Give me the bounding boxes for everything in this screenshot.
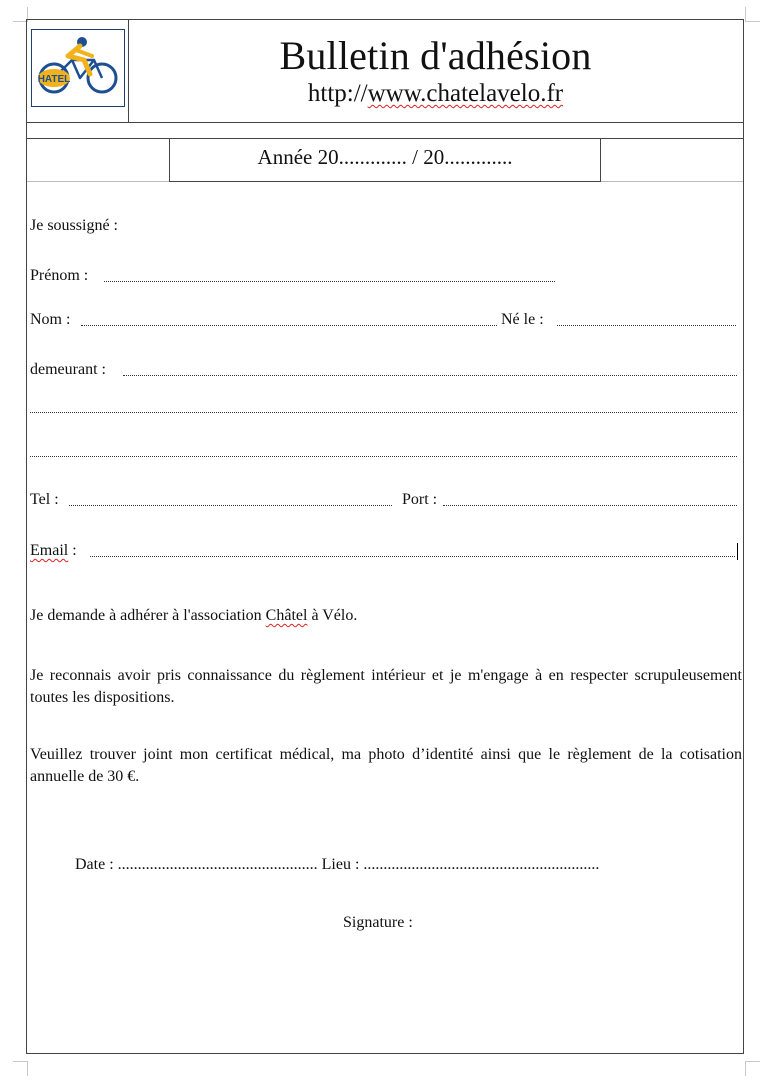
website-url[interactable] — [128, 80, 743, 108]
header-table — [27, 20, 743, 123]
url-domain: www.chatelavelo.fr — [367, 80, 564, 107]
address-field-line-1[interactable] — [123, 375, 737, 376]
port-field[interactable] — [443, 505, 737, 506]
cyclist-logo-icon — [32, 30, 124, 106]
page-corner-mark — [13, 1061, 28, 1076]
p1-before: Je demande à adhérer à l'association — [30, 607, 266, 624]
email-field[interactable] — [90, 556, 735, 557]
p1-association-name: Châtel — [265, 607, 308, 624]
p1-after: à Vélo. — [307, 607, 358, 624]
membership-request-paragraph — [30, 605, 742, 627]
page-corner-mark — [745, 1061, 760, 1076]
rules-acknowledgement-paragraph: Je reconnais avoir pris connaissance du règlement intérieur et je m'engage à en respecter scrupuleusement toutes les dispositions. — [30, 667, 742, 706]
prenom-field[interactable] — [104, 281, 555, 282]
email-word: Email — [30, 542, 69, 559]
date-place-line[interactable]: Date : .................................................. Lieu : ........................................................... — [75, 856, 600, 873]
tel-field[interactable] — [69, 505, 392, 506]
birthdate-field[interactable] — [557, 325, 736, 326]
page-corner-mark — [745, 7, 760, 22]
signature-label: Signature : — [343, 914, 413, 931]
chatel-a-velo-logo — [31, 29, 125, 107]
address-field-line-3[interactable] — [30, 456, 737, 457]
logo-text: HATEL — [37, 74, 71, 85]
nom-field[interactable] — [81, 325, 497, 326]
intro-label: Je soussigné : — [30, 217, 118, 234]
prenom-label: Prénom : — [30, 267, 89, 284]
nom-label: Nom : — [30, 311, 71, 328]
port-label: Port : — [402, 491, 438, 508]
address-field-line-2[interactable] — [30, 412, 737, 413]
document-page[interactable] — [26, 19, 744, 1054]
email-colon: : — [68, 542, 77, 559]
logo-cell — [27, 20, 129, 122]
tel-label: Tel : — [30, 491, 59, 508]
email-label — [30, 542, 77, 560]
year-box[interactable]: Année 20............. / 20............. — [169, 138, 601, 182]
text-cursor — [737, 543, 738, 560]
address-label: demeurant : — [30, 361, 106, 378]
url-prefix: http:// — [307, 80, 368, 107]
page-title: Bulletin d'adhésion — [279, 33, 592, 78]
documents-fee-paragraph: Veuillez trouver joint mon certificat médical, ma photo d’identité ainsi que le règlement de la cotisation annuelle de 30 €. — [30, 746, 742, 785]
birthdate-label: Né le : — [501, 311, 544, 328]
